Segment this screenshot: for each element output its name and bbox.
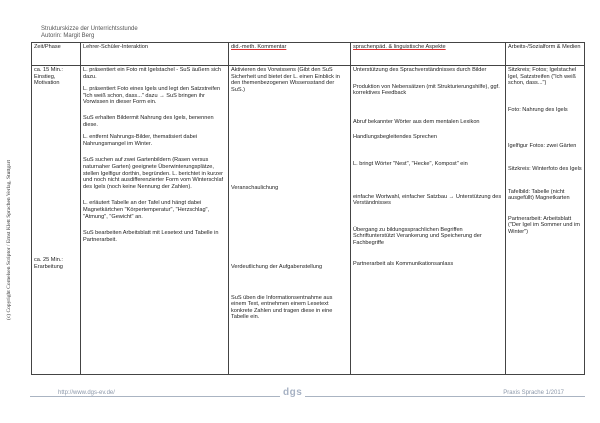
header-linguistics [351,43,506,66]
footer-rule [30,396,585,397]
phase-cell [32,66,81,375]
interaction-step: L. entfernt Nahrungs-Bilder, thematisiert dabei Nahrungsmangel im Winter. [83,134,198,147]
header-comment-label: did.-meth. Kommentar [231,44,287,50]
page-footer [30,387,585,400]
comment-entry: SuS üben die Informationsentnahme aus einem Text, entnehmen einem Lesetext konkrete Zahlen und tragen diese in eine Tabelle ein. [231,294,333,321]
copyright-vertical-text: (c) Copyright Cornelsen Scriptor / Ernst Klett Sprachen Verlag, Stuttgart [6,160,12,320]
phase-entry-einstieg: ca. 15 Min.: Einstieg, Motivation [34,67,63,87]
media-entry: Partnerarbeit: Arbeitsblatt ("Der Igel im Sommer und im Winter") [508,215,580,235]
linguistics-entry: L. bringt Wörter "Nest", "Hecke", Kompost" ein [353,160,468,167]
header-comment [229,43,351,66]
media-cell [506,66,585,375]
header-media: Arbeits-/Sozialform & Medien [506,43,585,66]
media-entry: Sitzkreis; Fotos; Igelstachel Igel, Satzstreifen ("Ich weiß schon, dass...") [508,67,577,87]
header-interaction: Lehrer-Schüler-Interaktion [81,43,229,66]
linguistics-entry: Produktion von Nebensätzen (mit Strukturierungshilfe), ggf. korrektives Feedback [353,83,500,97]
interaction-step: L. präsentiert ein Foto mit Igelstachel - SuS äußern sich dazu. [83,67,222,80]
lesson-structure-table [31,42,585,375]
comment-cell [229,66,351,375]
interaction-step: L. präsentiert Foto eines Igels und legt den Satzstreifen "Ich weiß schon, dass..." dazu → SuS bringen ihr Vorwissen in dieser Form ein. [83,86,221,106]
table-header-row [32,43,585,66]
header-phase: Zeit/Phase [32,43,81,66]
comment-entry: Verdeutlichung der Aufgabenstellung [231,263,323,270]
table-row [32,66,585,375]
comment-entry: Veranschaulichung [231,185,279,192]
interaction-step: SuS bearbeiten Arbeitsblatt mit Lesetext und Tabelle in Partnerarbeit. [83,230,219,243]
linguistics-entry: Partnerarbeit als Kommunikationsanlass [353,260,454,267]
linguistics-entry: Unterstützung des Sprachverständnisses durch Bilder [353,67,487,73]
interaction-step: SuS suchen auf zwei Gartenbildern (Rasen versus naturnaher Garten) geeignete Überwinterungsplätze, stellen Igelfigur dorthin, begründen. L. berichtet in kurzer und noch nicht ausdifferenzierter Form vom Winterschlaf des Igels (noch keine Nennung der Zahlen). [83,157,224,190]
document-header [41,26,138,40]
interaction-step: SuS erhalten Bildermit Nahrung des Igels, benennen diese. [83,114,214,128]
linguistics-entry: Handlungsbegleitendes Sprechen [353,134,437,141]
header-linguistics-label: sprachenpäd. & linguistische Aspekte [353,44,446,50]
document-title: Strukturskizze der Unterrichtsstunde [41,26,138,32]
linguistics-entry: einfache Wortwahl, einfacher Satzbau → Unterstützung des Verständnisses [353,193,502,207]
phase-entry-erarbeitung: ca. 25 Min.: Erarbeitung [34,257,63,270]
footer-source: Praxis Sprache 1/2017 [500,390,567,396]
document-author: Autorin: Margit Berg [41,33,95,39]
media-entry: Foto: Nahrung des Igels [508,106,568,113]
comment-entry: Aktivieren des Vorwissens (Gibt den SuS Sicherheit und bietet der L. einen Einblick in den themenbezogenen Wissensstand der SuS.) [231,67,340,93]
linguistics-cell [351,66,506,375]
interaction-step: L. erläutert Tabelle an der Tafel und hängt dabei Magnetkärtchen "Körpertemperatur", "Herzschlag", "Atmung", "Gewicht" an. [83,200,210,220]
footer-url-link[interactable]: http://www.dgs-ev.de/ [55,390,118,396]
interaction-cell [81,66,229,375]
linguistics-entry: Abruf bekannter Wörter aus dem mentalen Lexikon [353,118,480,125]
media-entry: Tafelbild: Tabelle (nicht ausgefüllt) Magnetkarten [508,188,570,202]
media-entry: Sitzkreis: Winterfoto des Igels [508,165,582,172]
media-entry: Igelfigur Fotos: zwei Gärten [508,143,577,150]
linguistics-entry: Übergang zu bildungssprachlichen Begriffen Schriftunterstützt Verankerung und Speicherung der Fachbegriffe [353,226,482,246]
dgs-logo: dgs [280,387,305,398]
